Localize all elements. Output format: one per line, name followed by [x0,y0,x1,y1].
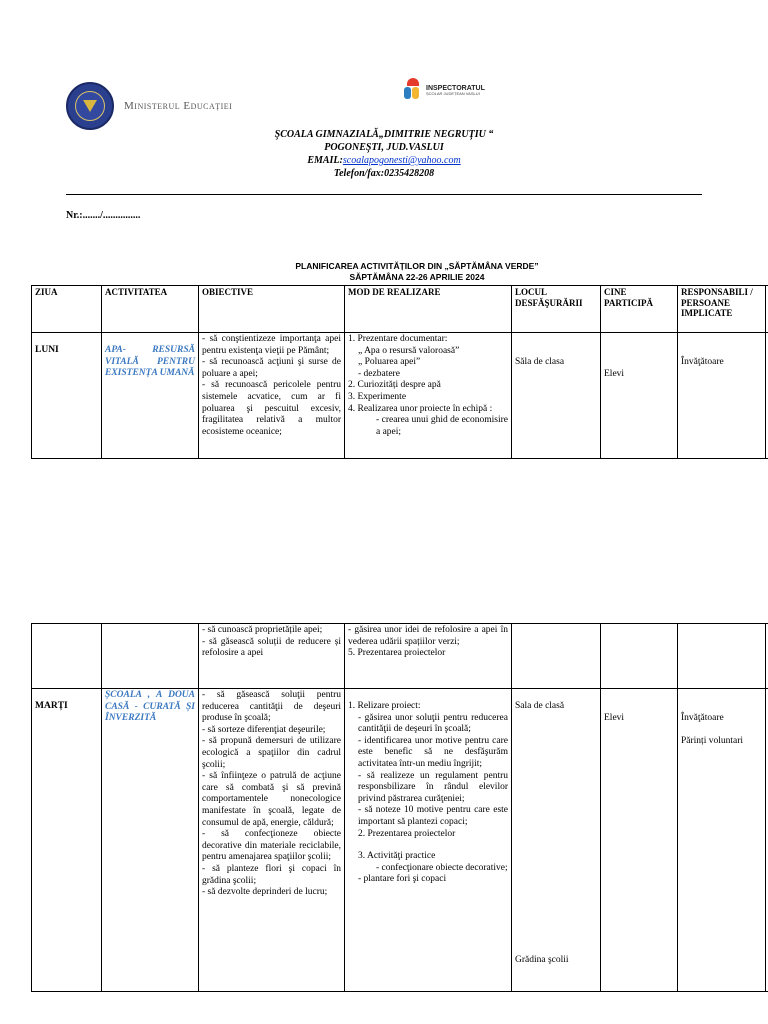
table-header-row [32,286,768,333]
header-ziua: ZIUA [32,286,102,333]
day-marti: MARȚI [32,689,102,992]
inspectorate-title: INSPECTORATUL [426,84,485,92]
school-email-line [0,154,768,167]
ministry-seal-icon [66,82,114,130]
header-mod-realizare: MOD DE REALIZARE [345,286,512,333]
method-marti: 1. Relizare proiect: - găsirea unor soluţii pentru reducerea cantităţii de deşeuri în şcoală; - identificarea unor motive pentru care este benefic să ne desfăşurăm activitatea într-un mediu îngrijit; - să realizeze un regulament pentru responsbilizare în rândul elevilor privind păstrarea curăţeniei; - să noteze 10 motive pentru care este important să plantezi copaci; 2. Prezentarea proiectelor 3. Activităţi practice - confecţionare obiecte decorative; - plantare fori şi copaci [345,689,512,992]
header-responsabili: RESPONSABILI / PERSOANE IMPLICATE [678,286,766,333]
activities-table-continued [31,623,768,992]
method-luni: 1. Prezentare documentar: „ Apa o resursă valoroasă” „ Poluarea apei” - dezbatere 2. Curiozități despre apă 3. Experimente 4. Realizarea unor proiecte în echipă : - crearea unui ghid de economisire a apei; [345,333,512,459]
table-row-marti [32,689,768,992]
inspectorate-mark-icon [404,78,422,102]
school-name: ŞCOALA GIMNAZIALĂ„DIMITRIE NEGRUŢIU “ [274,129,494,140]
plan-title-line2: SĂPTĂMÂNA 22-26 APRILIE 2024 [349,272,485,282]
objectives-luni-continued: - să cunoască proprietățile apei; - să găsească soluții de reducere și refolosire a apei [199,624,345,689]
ministry-logo [66,82,232,130]
email-link[interactable]: scoalapogonesti@yahoo.com [342,155,461,166]
plan-title [0,261,768,283]
school-address: POGONEŞTI, JUD.VASLUI [324,142,444,153]
registration-number: Nr.:......./............... [66,210,141,221]
school-header [0,128,768,180]
inspectorate-logo [404,78,485,102]
email-label: EMAIL: [307,155,343,166]
activity-marti: ȘCOALA , A DOUA CASĂ - CURATĂ ȘI ÎNVERZITĂ [102,689,199,992]
participants-luni: Elevi [601,333,678,459]
activity-luni: APA- RESURSĂ VITALĂ PENTRU EXISTENȚA UMANĂ [102,333,199,459]
location-luni: Săla de clasa [512,333,601,459]
table-row-luni-continued [32,624,768,689]
activities-table [31,285,768,459]
header-locul: LOCUL DESFĂŞURĂRII [512,286,601,333]
location-marti: Sala de clasă Grădina şcolii [512,689,601,992]
header-divider [66,194,702,195]
participants-marti: Elevi [601,689,678,992]
responsible-luni: Învăţătoare [678,333,766,459]
table-row-luni [32,333,768,459]
header-cine: CINE PARTICIPĂ [601,286,678,333]
header-obiective: OBIECTIVE [199,286,345,333]
day-luni: LUNI [32,333,102,459]
school-phone: Telefon/fax:0235428208 [333,168,435,179]
objectives-luni: - să conştientizeze importanţa apei pentru existenţa vieţii pe Pământ; - să recunoască acţiuni şi surse de poluare a apei; - să recunoască pericolele pentru sistemele acvatice, cum ar fi poluarea şi pescuitul excesiv, fragilitatea relativă a multor ecosisteme oceanice; [199,333,345,459]
ministry-name: Ministerul Educației [124,100,233,112]
header-activitatea: ACTIVITATEA [102,286,199,333]
method-luni-continued: - găsirea unor idei de refolosire a apei în vederea udării spațiilor verzi; 5. Prezentarea proiectelor [345,624,512,689]
responsible-marti: Învăţătoare Părinți voluntari [678,689,766,992]
objectives-marti: - să găsească soluţii pentru reducerea cantităţii de deşeuri produse în şcoală; - să sorteze diferenţiat deşeurile; - să propună demersuri de utilizare ecologică a spaţiilor din cadrul şcolii; - să înfiinţeze o patrulă de acţiune care să combată şi să prevină comportamentele nonecologice manifestate în şcoală, legate de consumul de apă, energie, căldură; - să confecţioneze obiecte decorative din materiale reciclabile, pentru amenajarea spaţiilor şcolii; - să planteze flori şi copaci în grădina şcolii; - să dezvolte deprinderi de lucru; [199,689,345,992]
plan-title-line1: PLANIFICAREA ACTIVITĂȚILOR DIN „SĂPTĂMÂNA VERDE” [295,261,539,271]
inspectorate-subtitle: ȘCOLAR JUDEȚEAN VASLUI [426,90,480,96]
